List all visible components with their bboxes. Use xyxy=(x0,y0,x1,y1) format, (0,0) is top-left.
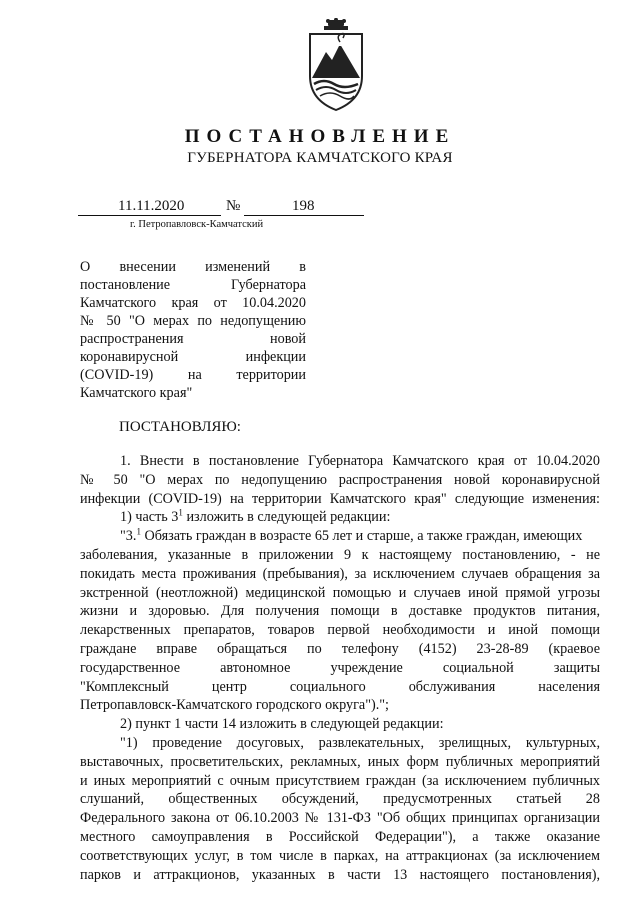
body-line: жизни и здоровью. Для получения помощи в доставке продуктов питания, xyxy=(80,603,600,620)
body-line: соответствующих услуг, в том числе в парках, на аттракционах (за исключением xyxy=(80,847,600,864)
text-fragment: изложить в следующей редакции: xyxy=(182,509,391,526)
body-line: парков и аттракционов, указанных в части 13 настоящего постановления), xyxy=(80,866,600,883)
body-line: 1. Внести в постановление Губернатора Камчатского края от 10.04.2020 xyxy=(120,453,600,469)
body-line: государственное автономное учреждение социальной защиты xyxy=(80,659,600,676)
body-line: Петропавловск-Камчатского городского округа")."; xyxy=(80,697,389,714)
body-line xyxy=(80,508,600,527)
body-line: граждане вправе обращаться по телефону (4152) 23-28-89 (краевое xyxy=(80,640,600,657)
body-line: заболевания, указанные в приложении 9 к настоящему постановлению, - не xyxy=(80,546,600,563)
subject-line: постановление Губернатора xyxy=(80,277,306,293)
text-fragment: 1) часть 3 xyxy=(120,509,179,526)
body-line: № 50 "О мерах по недопущению распространения новой коронавирусной xyxy=(80,471,600,488)
city-caption: г. Петропавловск-Камчатский xyxy=(130,219,264,230)
document-title: ПОСТАНОВЛЕНИЕ xyxy=(184,126,456,147)
issuer-subtitle: ГУБЕРНАТОРА КАМЧАТСКОГО КРАЯ xyxy=(187,150,453,166)
document-date: 11.11.2020 xyxy=(118,198,185,214)
document-body xyxy=(80,452,600,884)
subject-line: Камчатского края" xyxy=(80,385,193,401)
body-line: лекарственных препаратов, товаров первой необходимости и иной помощи xyxy=(80,622,600,639)
body-line: инфекции (COVID-19) на территории Камчатского края" следующие изменения: xyxy=(80,490,600,507)
document-number: 198 xyxy=(292,198,315,214)
text-fragment: "3. xyxy=(120,528,137,545)
body-line: выставочных, просветительских, рекламных, иных форм публичных мероприятий xyxy=(80,753,600,770)
text-fragment: Обязать граждан в возрасте 65 лет и старше, а также граждан, имеющих xyxy=(140,528,583,545)
body-line: "Комплексный центр социального обслуживания населения xyxy=(80,678,600,695)
date-underline xyxy=(78,215,221,216)
subject-line: распространения новой xyxy=(80,331,306,347)
body-line: "1) проведение досуговых, развлекательных, зрелищных, культурных, xyxy=(120,734,600,751)
body-line xyxy=(80,527,600,546)
body-line: 2) пункт 1 части 14 изложить в следующей редакции: xyxy=(120,716,444,733)
number-sign: № xyxy=(226,198,241,214)
body-line: слушаний, общественных обсуждений, предусмотренных статьей 28 xyxy=(80,791,600,808)
decree-word: ПОСТАНОВЛЯЮ: xyxy=(119,419,241,435)
document-subject xyxy=(80,258,306,402)
number-underline xyxy=(244,215,364,216)
subject-line: Камчатского края от 10.04.2020 xyxy=(80,295,306,311)
kamchatka-coat-of-arms-emblem xyxy=(302,18,370,112)
body-line: экстренной (неотложной) медицинской помощью и случаев иной прямой угрозы xyxy=(80,584,600,601)
body-line: покидать места проживания (пребывания), за исключением случаев обращения за xyxy=(80,565,600,582)
subject-line: (COVID-19) на территории xyxy=(80,367,306,383)
superscript: 1 xyxy=(178,507,183,518)
subject-line: О внесении изменений в xyxy=(80,259,306,275)
subject-line: коронавирусной инфекции xyxy=(80,349,306,365)
body-line: и иных мероприятий с очным присутствием граждан (за исключением публичных xyxy=(80,772,600,789)
body-line: местного самоуправления в Российской Федерации"), а также оказание xyxy=(80,828,600,845)
superscript: 1 xyxy=(136,526,141,537)
body-line: Федерального закона от 06.10.2003 № 131-ФЗ "Об общих принципах организации xyxy=(80,810,600,827)
subject-line: № 50 "О мерах по недопущению xyxy=(80,313,306,329)
